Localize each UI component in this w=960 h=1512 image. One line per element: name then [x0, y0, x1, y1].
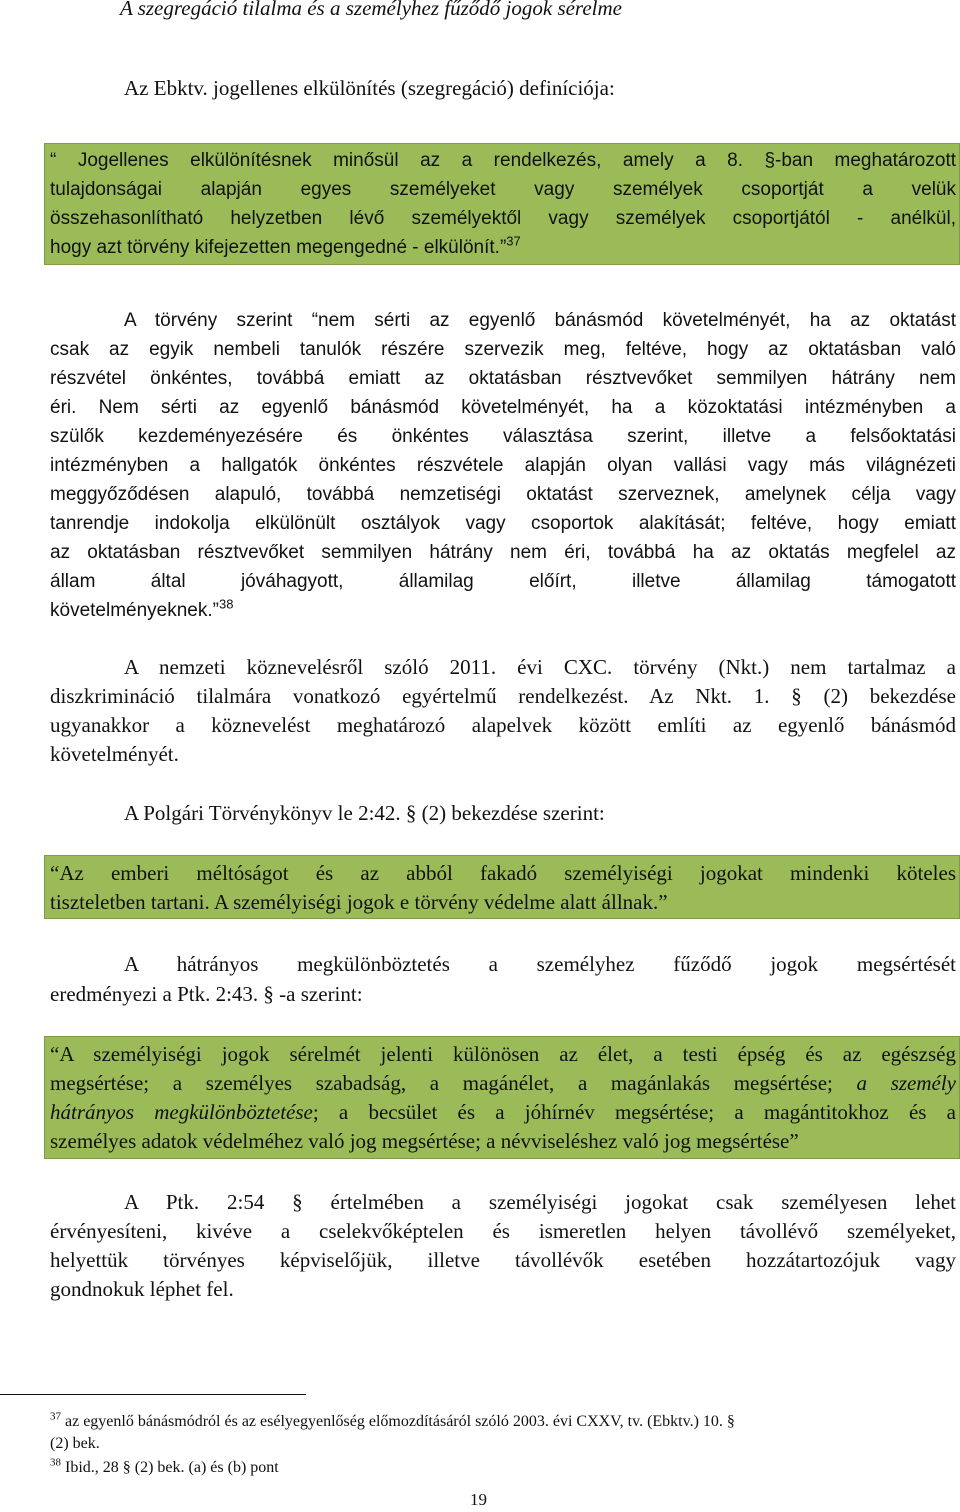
section-title: A szegregáció tilalma és a személyhez fűződő jogok sérelme: [120, 0, 622, 20]
footnote-ref-37: 37: [506, 233, 521, 249]
quote3-line2-text: megsértése; a személyes szabadság, a magánélet, a magánlakás megsértése;: [50, 1071, 833, 1095]
para2-line-1: A nemzeti köznevelésről szóló 2011. évi CXC. törvény (Nkt.) nem tartalmaz a: [124, 655, 956, 679]
quote3-line-4: személyes adatok védelméhez való jog megsértése; a névviseléshez való jog megsértése”: [50, 1129, 799, 1153]
footnote-separator: [0, 1394, 306, 1395]
para2-line-2: diszkrimináció tilalmára vonatkozó egyértelmű rendelkezést. Az Nkt. 1. § (2) bekezdése: [50, 684, 956, 708]
para5-line-4: gondnokuk léphet fel.: [50, 1277, 234, 1301]
quote1-last-line: hogy azt törvény kifejezetten megengedné - elkülönít.”: [50, 237, 507, 258]
ptk-242-intro: A Polgári Törvénykönyv le 2:42. § (2) bekezdése szerint:: [124, 801, 605, 825]
para5-line-3: helyettük törvényes képviselőjük, illetve távollévők esetében hozzátartozójuk vagy: [50, 1248, 956, 1272]
para1-last-line: követelményeknek.”: [50, 600, 219, 621]
para2-line-3: ugyanakkor a köznevelést meghatározó alapelvek között említi az egyenlő bánásmód: [50, 713, 956, 737]
para1-line-8: tanrendje indokolja elkülönült osztályok vagy csoportok alakítását; feltéve, hogy emiatt: [50, 513, 956, 534]
footnote-37-continuation: (2) bek.: [50, 1435, 100, 1452]
quote1-line-3: összehasonlítható helyzetben lévő személyektől vagy személyek csoportjától - anélkül,: [50, 208, 956, 229]
footnote-38-text: Ibid., 28 § (2) bek. (a) és (b) pont: [65, 1459, 279, 1476]
para1-line-10: állam által jóváhagyott, államilag előírt, illetve államilag támogatott: [50, 571, 956, 592]
para1-line-2: csak az egyik nembeli tanulók részére szervezik meg, feltéve, hogy az oktatásban való: [50, 339, 956, 360]
quote3-line2-italic: a személy: [856, 1071, 957, 1095]
page-number: 19: [470, 1490, 487, 1509]
para5-line-2: érvényesíteni, kivéve a cselekvőképtelen és ismeretlen helyen távollévő személyeket,: [50, 1219, 956, 1243]
footnote-37-number: 37: [50, 1410, 61, 1423]
para1-line-4: éri. Nem sérti az egyenlő bánásmód követelményét, ha a közoktatási intézményben a: [50, 397, 956, 418]
para1-line-11: [50, 596, 233, 625]
para1-line-6: intézményben a hallgatók önkéntes részvétele alapján olyan vallási vagy más világnézeti: [50, 455, 956, 476]
para1-line-9: az oktatásban résztvevőket semmilyen hátrány nem éri, továbbá ha az oktatás megfelel az: [50, 542, 956, 563]
para2-line-4: követelményét.: [50, 742, 179, 766]
para1-line-3: részvétel önkéntes, továbbá emiatt az oktatásban résztvevőket semmilyen hátrány nem: [50, 368, 956, 389]
footnote-ref-38: 38: [218, 596, 234, 612]
quote3-line-3: [50, 1098, 956, 1127]
ebktv-heading: Az Ebktv. jogellenes elkülönítés (szegregáció) definíciója:: [124, 76, 615, 100]
footnote-37-text: az egyenlő bánásmódról és az esélyegyenlőség előmozdításáról szóló 2003. évi CXXV, tv. (Ebktv.) 10. §: [65, 1413, 735, 1430]
para5-line-1: A Ptk. 2:54 § értelmében a személyiségi jogokat csak személyesen lehet: [124, 1190, 956, 1214]
footnote-38-number: 38: [50, 1456, 61, 1469]
quote3-line3-text: ; a becsület és a jóhírnév megsértése; a magántitokhoz és a: [312, 1100, 956, 1124]
para1-line-1: A törvény szerint “nem sérti az egyenlő bánásmód követelményét, ha az oktatást: [124, 310, 956, 331]
quote2-line-2: tiszteletben tartani. A személyiségi jogok e törvény védelme alatt állnak.”: [50, 890, 668, 914]
para1-line-5: szülők kezdeményezésére és önkéntes választása szerint, illetve a felsőoktatási: [50, 426, 956, 447]
quote1-line-2: tulajdonságai alapján egyes személyeket vagy személyek csoportját a velük: [50, 179, 956, 200]
quote1-line-1: “ Jogellenes elkülönítésnek minősül az a rendelkezés, amely a 8. §-ban meghatározott: [50, 150, 956, 171]
quote3-line-1: “A személyiségi jogok sérelmét jelenti különösen az élet, a testi épség és az egészség: [50, 1042, 956, 1066]
quote2-line-1: “Az emberi méltóságot és az abból fakadó személyiségi jogokat mindenki köteles: [50, 861, 956, 885]
para4-line-1: A hátrányos megkülönböztetés a személyhez fűződő jogok megsértését: [124, 952, 956, 976]
footnote-37: [50, 1412, 956, 1432]
quote3-line3-italic: hátrányos megkülönböztetése: [50, 1100, 313, 1124]
footnote-38: [50, 1458, 279, 1478]
quote3-line-2: [50, 1069, 956, 1098]
quote1-line-4: [50, 233, 521, 262]
para1-line-7: meggyőződésen alapuló, továbbá nemzetiségi oktatást szerveznek, amelynek célja vagy: [50, 484, 956, 505]
para4-line-2: eredményezi a Ptk. 2:43. § -a szerint:: [50, 982, 363, 1006]
